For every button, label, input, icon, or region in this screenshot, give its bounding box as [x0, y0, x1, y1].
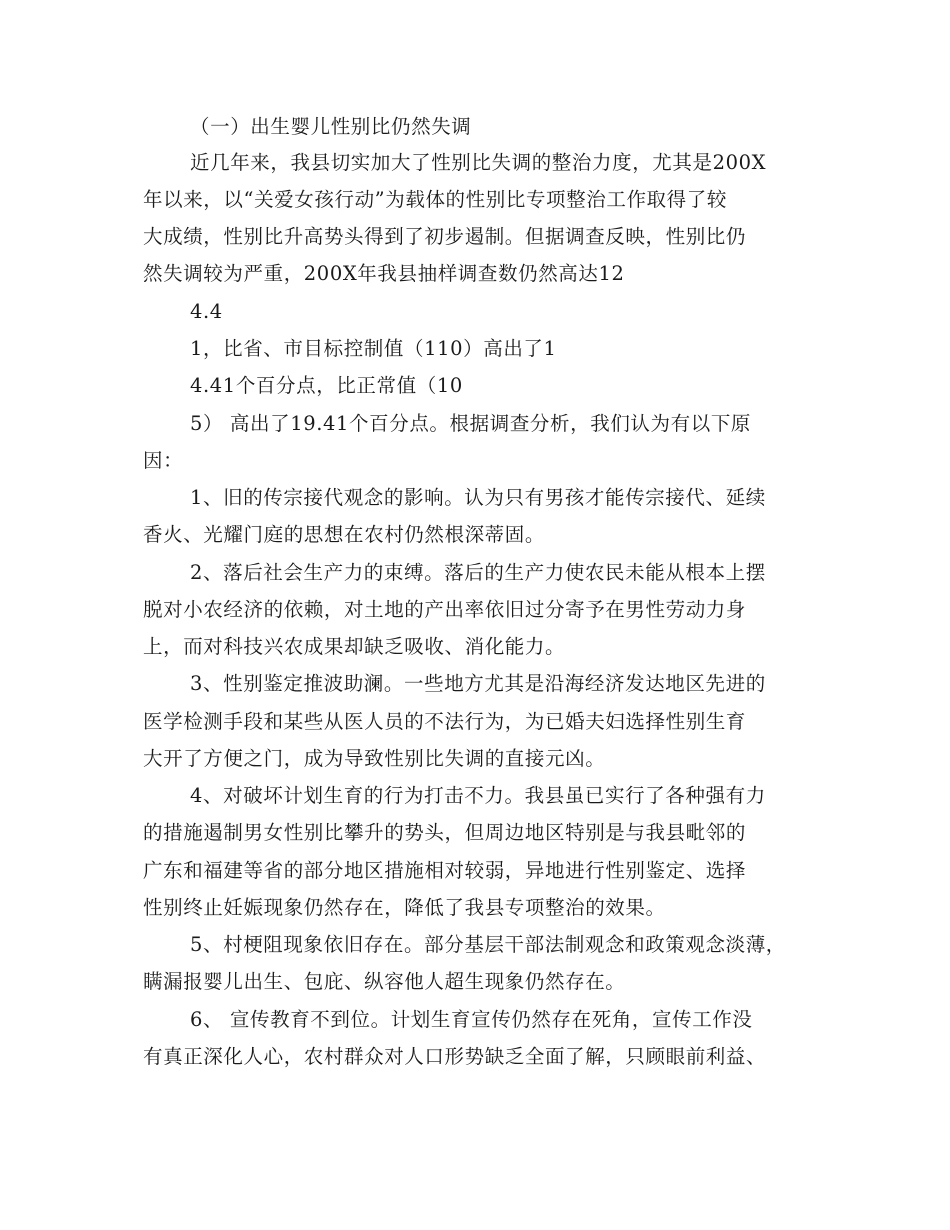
paragraph-line: 脱对小农经济的依赖，对土地的产出率依旧过分寄予在男性劳动力身 — [143, 598, 747, 621]
paragraph-line: 大开了方便之门，成为导致性别比失调的直接元凶。 — [143, 747, 606, 770]
paragraph-line: 上，而对科技兴农成果却缺乏吸收、消化能力。 — [143, 635, 566, 658]
paragraph-line: 5） 高出了19.41个百分点。根据调查分析，我们认为有以下原 — [190, 412, 752, 435]
paragraph-line: 6、 宣传教育不到位。计划生育宣传仍然存在死角，宣传工作没 — [190, 1008, 753, 1031]
paragraph-line: 2、落后社会生产力的束缚。落后的生产力使农民未能从根本上摆 — [190, 561, 766, 584]
paragraph-line: 有真正深化人心，农村群众对人口形势缺乏全面了解，只顾眼前利益、 — [143, 1045, 767, 1068]
paragraph-line: 香火、光耀门庭的思想在农村仍然根深蒂固。 — [143, 523, 546, 546]
paragraph-line: 近几年来，我县切实加大了性别比失调的整治力度，尤其是200X — [190, 151, 767, 174]
paragraph-line: 5、村梗阻现象依旧存在。部分基层干部法制观念和政策观念淡薄， — [190, 933, 786, 956]
paragraph-line: 的措施遏制男女性别比攀升的势头，但周边地区特别是与我县毗邻的 — [143, 821, 747, 844]
paragraph-line: 性别终止妊娠现象仍然存在，降低了我县专项整治的效果。 — [143, 896, 666, 919]
paragraph-line: 然失调较为严重，200X年我县抽样调查数仍然高达12 — [143, 262, 625, 285]
paragraph-line: 因： — [143, 449, 184, 472]
paragraph-line: 1、旧的传宗接代观念的影响。认为只有男孩才能传宗接代、延续 — [190, 486, 766, 509]
paragraph-line: 广东和福建等省的部分地区措施相对较弱，异地进行性别鉴定、选择 — [143, 859, 747, 882]
paragraph-line: 4.41个百分点，比正常值（10 — [190, 374, 463, 397]
paragraph-line: 3、性别鉴定推波助澜。一些地方尤其是沿海经济发达地区先进的 — [190, 672, 766, 695]
paragraph-line: 大成绩，性别比升高势头得到了初步遏制。但据调查反映，性别比仍 — [143, 225, 747, 248]
paragraph-line: 1，比省、市目标控制值（110）高出了1 — [190, 337, 557, 360]
paragraph-line: 瞒漏报婴儿出生、包庇、纵容他人超生现象仍然存在。 — [143, 970, 626, 993]
paragraph-line: 年以来，以“关爱女孩行动”为载体的性别比专项整治工作取得了较 — [143, 188, 727, 211]
section-heading: （一）出生婴儿性别比仍然失调 — [190, 115, 472, 138]
paragraph-line: 4、对破坏计划生育的行为打击不力。我县虽已实行了各种强有力 — [190, 784, 766, 807]
paragraph-line: 医学检测手段和某些从医人员的不法行为，为已婚夫妇选择性别生育 — [143, 710, 747, 733]
paragraph-line: 4.4 — [190, 300, 223, 323]
